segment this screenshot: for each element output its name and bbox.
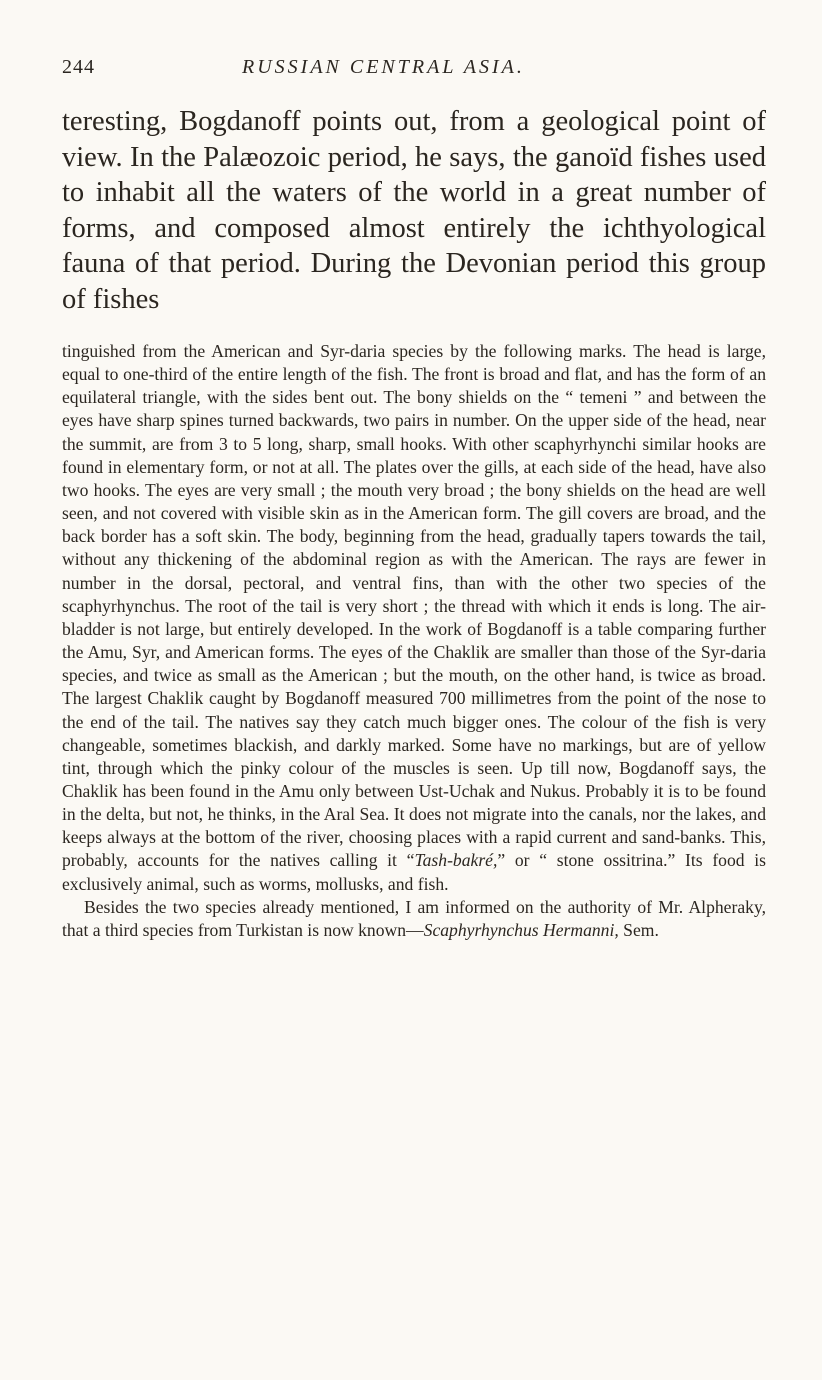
text-segment: tinguished from the American and Syr-daria species by the following marks. The head is large, equal to one-third of the entire length of the fish. The front is broad and flat, and has the form of an equilateral triangle, with the sides bent out. The bony shields on the “ temeni ” and between the eyes have sharp spines turned backwards, two pairs in number. On the upper side of the head, near the summit, are from 3 to 5 long, sharp, small hooks. With other scaphyrhynchi similar hooks are found in elementary form, or not at all. The plates over the gills, at each side of the head, have also two hooks. The eyes are very small ; the mouth very broad ; the bony shields on the head are well seen, and not covered with visible skin as in the American form. The gill covers are broad, and the back border has a soft skin. The body, beginning from the head, gradually tapers towards the tail, without any thickening of the abdominal region as with the American. The rays are fewer in number in the dorsal, pectoral, and ventral fins, than with the other two species of the scaphyrhynchus. The root of the tail is very short ; the thread with which it ends is long. The air-bladder is not large, but entirely developed. In the work of Bogdanoff is a table comparing further the Amu, Syr, and American forms. The eyes of the Chaklik are smaller than those of the Syr-daria species, and twice as small as the American ; but the mouth, on the other hand, is twice as broad. The largest Chaklik caught by Bogdanoff measured 700 millimetres from the point of the nose to the end of the tail. The natives say they catch much bigger ones. The colour of the fish is very changeable, sometimes blackish, and darkly marked. Some have no markings, but are of yellow tint, through which the pinky colour of the muscles is seen. Up till now, Bogdanoff says, the Chaklik has been found in the Amu only between Ust-Uchak and Nukus. Probably it is to be found in the delta, but not, he thinks, in the Aral Sea. It does not migrate into the canals, nor the lakes, and keeps always at the bottom of the river, choosing places with a rapid current and sand-banks. This, probably, accounts for the natives calling it “ — [62, 341, 766, 871]
text-segment: Sem. — [618, 919, 659, 940]
footnote-block — [62, 340, 766, 942]
running-title: RUSSIAN CENTRAL ASIA. — [242, 56, 525, 78]
page-number: 244 — [62, 56, 95, 78]
footnote-paragraph — [62, 896, 766, 942]
italic-term: Tash-bakré, — [414, 850, 498, 871]
italic-species-name: Scaphyrhynchus Hermanni, — [423, 919, 619, 940]
text-segment: ” or “ stone ossitrina.” Its food is exclusively animal, such as worms, mollusks, and fish. — [62, 850, 766, 894]
text-segment: Besides the two species already mentioned, I am informed on the authority of Mr. Alpheraky, that a third species from Turkistan is now known— — [62, 896, 766, 940]
footnote-paragraph — [62, 340, 766, 896]
main-paragraph: teresting, Bogdanoff points out, from a geological point of view. In the Palæozoic period, he says, the ganoïd fishes used to inhabit all the waters of the world in a great number of forms, and composed almost entirely the ichthyological fauna of that period. During the Devonian period this group of fishes — [62, 106, 766, 315]
